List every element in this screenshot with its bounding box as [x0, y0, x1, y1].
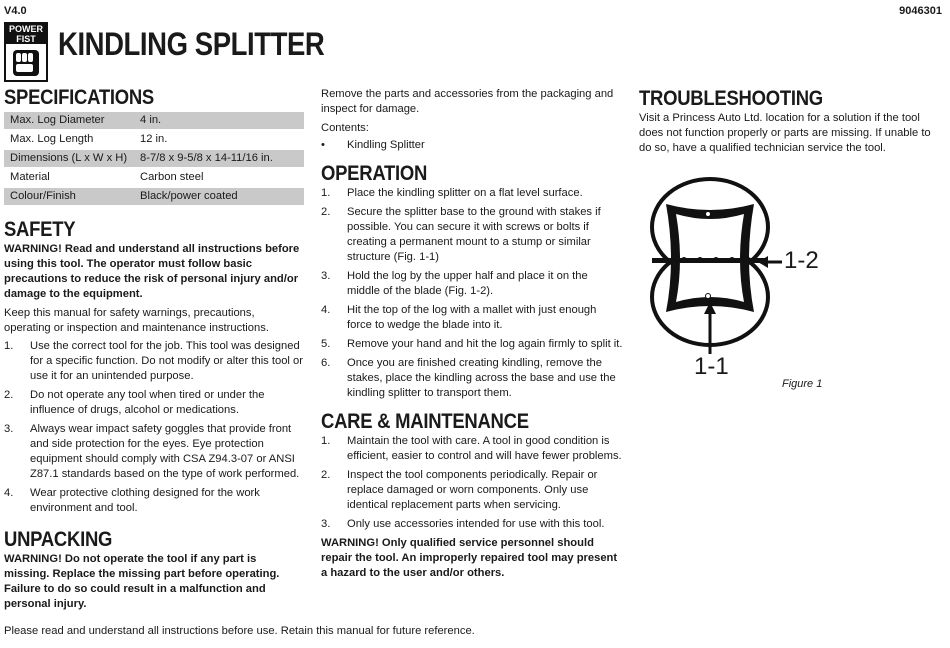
- care-warning: WARNING! Only qualified service personnel should repair the tool. An improperly repaired tool may present a hazard to the user and/or others.: [321, 537, 618, 579]
- safety-warning: WARNING! Read and understand all instructions before using this tool. The operator must follow basic precautions to reduce the risk of personal injury and/or damage to the equipment.: [4, 243, 300, 300]
- troubleshooting-heading: TROUBLESHOOTING: [639, 87, 823, 110]
- operation-heading: OPERATION: [321, 162, 428, 185]
- list-item: 2. Inspect the tool components periodically. Repair or replace damaged or worn components. Only use identical replacement parts when servicing.: [321, 469, 598, 511]
- spec-label: Max. Log Length: [4, 131, 134, 148]
- logo-text-power: POWER: [6, 24, 46, 34]
- spec-label: Colour/Finish: [4, 188, 134, 205]
- troubleshooting-text: Visit a Princess Auto Ltd. location for a solution if the tool does not function properly or parts are missing. If unable to do so, have a qualified technician service the tool.: [639, 112, 931, 154]
- spec-label: Max. Log Diameter: [4, 112, 134, 129]
- list-item: 3. Always wear impact safety goggles that provide front and side protection for the eyes. Eye protection equipment should comply with CSA Z94.3-07 or ANSI Z87.1 standards based on the type of work performed.: [4, 423, 300, 480]
- brand-logo: [4, 22, 48, 82]
- specifications-heading: SPECIFICATIONS: [4, 86, 154, 109]
- spec-row: [4, 112, 304, 129]
- version-label: V4.0: [4, 5, 27, 17]
- document-number: 9046301: [899, 5, 942, 17]
- unpacking-continued: [321, 87, 623, 153]
- callout-1-1: 1-1: [694, 353, 729, 380]
- kindling-splitter-figure: [648, 172, 828, 380]
- list-item: 5. Remove your hand and hit the log again firmly to split it.: [321, 338, 623, 350]
- spec-label: Dimensions (L x W x H): [4, 150, 134, 167]
- spec-value: 12 in.: [134, 131, 304, 148]
- list-item: 1. Place the kindling splitter on a flat level surface.: [321, 187, 583, 199]
- safety-intro: Keep this manual for safety warnings, precautions, operating or inspection and maintenance instructions.: [4, 307, 269, 334]
- operation-list: [321, 186, 623, 401]
- operation-section: [321, 162, 623, 405]
- footer-note: Please read and understand all instructions before use. Retain this manual for future reference.: [4, 625, 475, 637]
- list-item: 2. Do not operate any tool when tired or under the influence of drugs, alcohol or medications.: [4, 389, 265, 416]
- care-section: [321, 410, 623, 581]
- spec-row: [4, 150, 304, 167]
- safety-list: [4, 339, 304, 516]
- safety-heading: SAFETY: [4, 218, 76, 241]
- list-item: 3. Only use accessories intended for use with this tool.: [321, 518, 605, 530]
- figure-caption: Figure 1: [782, 378, 823, 390]
- list-item: • Kindling Splitter: [321, 139, 425, 151]
- callout-1-2: 1-2: [784, 247, 819, 274]
- unpacking-section: [4, 528, 304, 612]
- spec-label: Material: [4, 169, 134, 186]
- unpacking-intro: Remove the parts and accessories from the packaging and inspect for damage.: [321, 88, 614, 115]
- list-item: 4. Hit the top of the log with a mallet with just enough force to wedge the blade into it.: [321, 304, 597, 331]
- list-item: 2. Secure the splitter base to the ground with stakes if possible. You can secure it with screws or bolts if creating a permanent mount to a stump or similar structure (Fig. 1-1): [321, 206, 601, 263]
- safety-section: [4, 218, 304, 520]
- contents-list: [321, 138, 623, 153]
- spec-row: [4, 131, 304, 148]
- spec-row: [4, 169, 304, 186]
- list-item: 4. Wear protective clothing designed for the work environment and tool.: [4, 487, 260, 514]
- unpacking-warning: WARNING! Do not operate the tool if any part is missing. Replace the missing part before operating. Failure to do so could result in a malfunction and personal injury.: [4, 553, 280, 610]
- specifications-table: [4, 110, 304, 207]
- spec-row: [4, 188, 304, 205]
- specifications-section: [4, 86, 304, 207]
- spec-value: 8-7/8 x 9-5/8 x 14-11/16 in.: [134, 150, 304, 167]
- spec-value: Carbon steel: [134, 169, 304, 186]
- list-item: 1. Maintain the tool with care. A tool in good condition is efficient, easier to control and will have fewer problems.: [321, 435, 622, 462]
- troubleshooting-section: [639, 87, 935, 156]
- logo-text-fist: FIST: [6, 34, 46, 44]
- unpacking-heading: UNPACKING: [4, 528, 113, 551]
- spec-value: 4 in.: [134, 112, 304, 129]
- fist-icon: [10, 46, 42, 80]
- contents-label: Contents:: [321, 122, 369, 134]
- care-heading: CARE & MAINTENANCE: [321, 410, 529, 433]
- list-item: 3. Hold the log by the upper half and place it on the middle of the blade (Fig. 1-2).: [321, 270, 588, 297]
- care-list: [321, 434, 623, 532]
- page-title: KINDLING SPLITTER: [58, 26, 325, 62]
- spec-value: Black/power coated: [134, 188, 304, 205]
- list-item: 6. Once you are finished creating kindling, remove the stakes, place the kindling across the base and use the kindling splitter to transport them.: [321, 357, 616, 399]
- list-item: 1. Use the correct tool for the job. This tool was designed for a specific function. Do not modify or alter this tool or use it for an unintended purpose.: [4, 340, 303, 382]
